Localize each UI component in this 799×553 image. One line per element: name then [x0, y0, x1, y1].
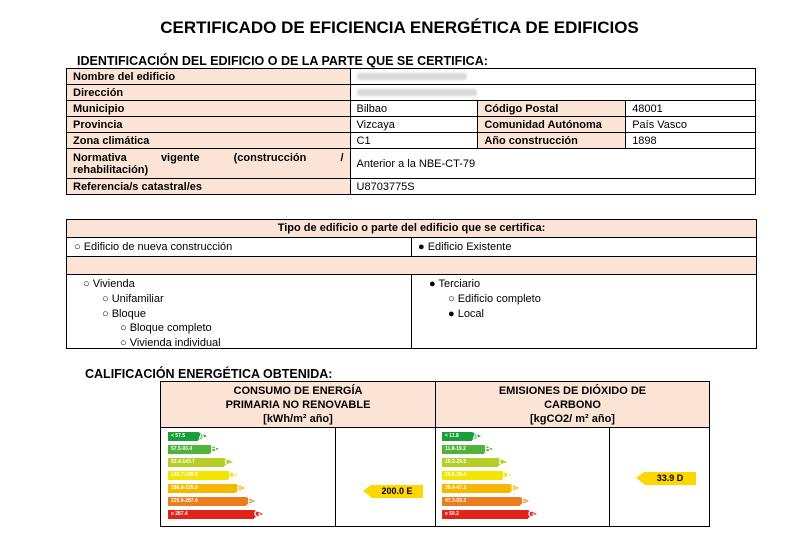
- option-edificio-existente: ● Edificio Existente: [418, 241, 512, 253]
- tipo-heading: Tipo de edificio o parte del edificio que se certifica:: [67, 220, 756, 238]
- emisiones-scale: [442, 432, 607, 524]
- consumo-bar-letter-b: B: [210, 444, 217, 454]
- emisiones-bar-letter-d: D: [502, 470, 509, 480]
- emisiones-bar-letter-e: E: [510, 483, 517, 493]
- emisiones-bar-range-d: 29.5-38.4: [445, 472, 467, 478]
- consumo-bar-range-a: < 57.5: [171, 433, 186, 439]
- provincia-label: Provincia: [67, 117, 351, 133]
- normativa-label-line2: rehabilitación): [73, 163, 149, 176]
- option-local: ● Local: [448, 308, 484, 320]
- consumo-bar-d: [168, 470, 235, 480]
- consumo-bar-f: [168, 496, 253, 506]
- direccion-value: [350, 85, 755, 101]
- tipo-row-construccion: [67, 238, 756, 257]
- normativa-label: [67, 149, 351, 179]
- cp-label: Código Postal: [478, 101, 626, 117]
- calificacion-box: [160, 381, 710, 527]
- normativa-value: Anterior a la NBE-CT-79: [350, 149, 755, 179]
- consumo-bar-range-g: ≥ 287.4: [171, 511, 188, 517]
- consumo-header-line3: [kWh/m² año]: [263, 413, 333, 425]
- cp-value: 48001: [626, 101, 756, 117]
- anio-label: Año construcción: [478, 133, 626, 149]
- consumo-bar-letter-e: E: [236, 483, 243, 493]
- page-title: CERTIFICADO DE EFICIENCIA ENERGÉTICA DE EDIFICIOS: [160, 18, 639, 37]
- emisiones-bar-range-c: 19.2-29.5: [445, 459, 467, 465]
- option-bloque: ○ Bloque: [102, 308, 146, 320]
- consumo-bar-g: [168, 509, 261, 519]
- consumo-bar-letter-a: A: [198, 431, 205, 441]
- ident-heading: IDENTIFICACIÓN DEL EDIFICIO O DE LA PARTE QUE SE CERTIFICA:: [77, 54, 488, 68]
- emisiones-bar-range-a: < 11.8: [445, 433, 459, 439]
- emisiones-bar-a: [442, 431, 479, 441]
- emisiones-bar-letter-c: C: [498, 457, 505, 467]
- consumo-bar-range-f: 229.9-287.4: [171, 498, 198, 504]
- nombre-value: [350, 69, 755, 85]
- emisiones-bar-range-f: 47.3-59.2: [445, 498, 467, 504]
- emisiones-bar-letter-b: B: [484, 444, 491, 454]
- emisiones-bar-f: [442, 496, 527, 506]
- zona-label: Zona climática: [67, 133, 351, 149]
- emisiones-bar-range-g: ≥ 59.2: [445, 511, 459, 517]
- consumo-result-badge: 200.0 E: [371, 485, 423, 498]
- emisiones-header-line2: CARBONO: [544, 399, 601, 411]
- consumo-bar-range-b: 57.5-93.4: [171, 446, 193, 452]
- emisiones-bar-c: [442, 457, 505, 467]
- ccaa-value: País Vasco: [626, 117, 756, 133]
- ref-label: Referencia/s catastral/es: [67, 179, 351, 195]
- emisiones-bar-g: [442, 509, 535, 519]
- anio-value: 1898: [626, 133, 756, 149]
- consumo-bar-b: [168, 444, 217, 454]
- emisiones-bar-letter-g: G: [527, 509, 535, 519]
- emisiones-bar-b: [442, 444, 491, 454]
- consumo-bar-letter-d: D: [228, 470, 235, 480]
- consumo-header-line1: CONSUMO DE ENERGÍA: [233, 385, 363, 397]
- calificacion-heading: CALIFICACIÓN ENERGÉTICA OBTENIDA:: [85, 367, 333, 381]
- consumo-scale: [168, 432, 333, 524]
- emisiones-bar-range-e: 38.4-47.3: [445, 485, 467, 491]
- option-vivienda: ○ Vivienda: [83, 278, 135, 290]
- ref-value: U8703775S: [350, 179, 755, 195]
- direccion-label: Dirección: [67, 85, 351, 101]
- emisiones-header: [436, 382, 709, 428]
- consumo-header: [161, 382, 436, 428]
- emisiones-result-badge: 33.9 D: [644, 472, 696, 485]
- consumo-bar-range-c: 93.4-143.7: [171, 459, 195, 465]
- nombre-label: Nombre del edificio: [67, 69, 351, 85]
- consumo-bar-letter-g: G: [253, 509, 261, 519]
- consumo-bar-letter-f: F: [247, 496, 253, 506]
- municipio-label: Municipio: [67, 101, 351, 117]
- emisiones-bar-letter-f: F: [521, 496, 527, 506]
- consumo-bar-c: [168, 457, 231, 467]
- emisiones-bar-d: [442, 470, 509, 480]
- consumo-bar-a: [168, 431, 205, 441]
- emisiones-header-line3: [kgCO2/ m² año]: [530, 413, 615, 425]
- option-vivienda-individual: ○ Vivienda individual: [120, 337, 221, 349]
- emisiones-bar-e: [442, 483, 517, 493]
- normativa-label-line1: Normativa vigente (construcción /: [73, 151, 344, 164]
- emisiones-header-line1: EMISIONES DE DIÓXIDO DE: [498, 385, 647, 397]
- option-bloque-completo: ○ Bloque completo: [120, 322, 212, 334]
- option-nueva-construccion: ○ Edificio de nueva construcción: [74, 241, 233, 253]
- consumo-bar-e: [168, 483, 243, 493]
- option-terciario: ● Terciario: [429, 278, 481, 290]
- option-unifamiliar: ○ Unifamiliar: [102, 293, 164, 305]
- ccaa-label: Comunidad Autónoma: [478, 117, 626, 133]
- tipo-spacer: [67, 257, 756, 275]
- consumo-header-line2: PRIMARIA NO RENOVABLE: [225, 399, 371, 411]
- emisiones-bar-range-b: 11.8-19.2: [445, 446, 466, 452]
- emisiones-bar-letter-a: A: [472, 431, 479, 441]
- option-edificio-completo: ○ Edificio completo: [448, 293, 541, 305]
- consumo-bar-range-d: 143.7-186.8: [171, 472, 198, 478]
- consumo-bar-range-e: 186.8-229.9: [171, 485, 198, 491]
- consumo-bar-letter-c: C: [224, 457, 231, 467]
- municipio-value: Bilbao: [350, 101, 478, 117]
- tipo-section: [66, 219, 757, 349]
- zona-value: C1: [350, 133, 478, 149]
- ident-table: [66, 68, 756, 195]
- provincia-value: Vizcaya: [350, 117, 478, 133]
